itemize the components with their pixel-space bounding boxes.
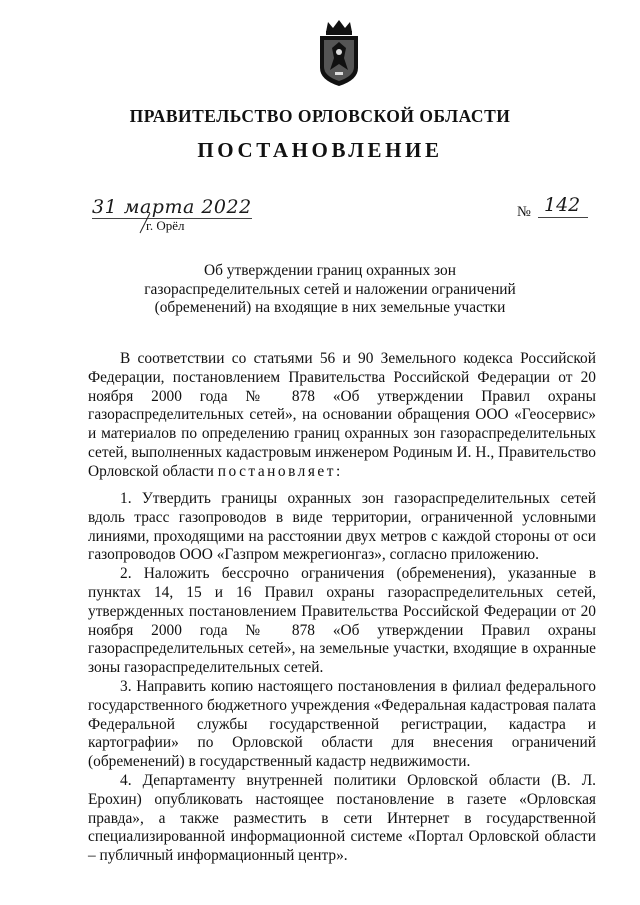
decree-items [88, 490, 596, 866]
number-label: № [517, 204, 531, 220]
preamble-text: В соответствии со статьями 56 и 90 Земельного кодекса Российской Федерации, постановлением Правительства Российской Федерации от 20 ноября 2000 года № 878 «Об утверждении Правил охраны газораспределительных сетей», на основании обращения ООО «Геосервис» и материалов по определению границ охранных зон газораспределительных сетей, выполненных кадастровым инженером Родиным И. Н., Правительство Орловской области [88, 350, 596, 480]
decree-item: 4. Департаменту внутренней политики Орловской области (В. Л. Ерохин) опубликовать настоящее постановление в газете «Орловская правда», а также разместить в сети Интернет в государственной специализированной информационной системе «Портал Орловской области – публичный информационный центр». [88, 771, 596, 865]
subject-line: газораспределительных сетей и наложении ограничений [144, 280, 516, 298]
handwritten-number: 142 [544, 194, 581, 216]
preamble-paragraph [88, 350, 596, 482]
decree-subject [120, 262, 540, 318]
subject-line: (обременений) на входящие в них земельные участки [154, 299, 506, 316]
handwritten-date: 31 марта 2022 [92, 196, 252, 218]
document-type-title: ПОСТАНОВЛЕНИЕ [197, 138, 443, 162]
preamble [88, 350, 596, 482]
government-title: ПРАВИТЕЛЬСТВО ОРЛОВСКОЙ ОБЛАСТИ [129, 106, 511, 126]
coat-of-arms-icon [314, 18, 364, 88]
resolves-word: постановляет: [217, 462, 343, 480]
decree-item: 3. Направить копию настоящего постановления в филиал федерального государственного бюджетного учреждения «Федеральная кадастровая палата Федеральной службы государственной регистрации, кадастра и картографии» по Орловской области для внесения ограничений (обременений) в государственный кадастр недвижимости. [88, 677, 596, 771]
city-label: г. Орёл [146, 218, 185, 233]
decree-item: 2. Наложить бессрочно ограничения (обременения), указанные в пунктах 14, 15 и 16 Правил охраны газораспределительных сетей, утвержденных постановлением Правительства Российской Федерации от 20 ноября 2000 года № 878 «Об утверждении Правил охраны газораспределительных сетей», на земельные участки, входящие в охранные зоны газораспределительных сетей. [88, 565, 596, 677]
number-underline [538, 217, 588, 218]
decree-item: 1. Утвердить границы охранных зон газораспределительных сетей вдоль трасс газопроводов в виде территории, ограниченной условными линиями, проходящими на расстоянии двух метров с каждой стороны от оси газопроводов ООО «Газпром межрегионгаз», согласно приложению. [88, 490, 596, 564]
subject-line: Об утверждении границ охранных зон [204, 262, 456, 279]
